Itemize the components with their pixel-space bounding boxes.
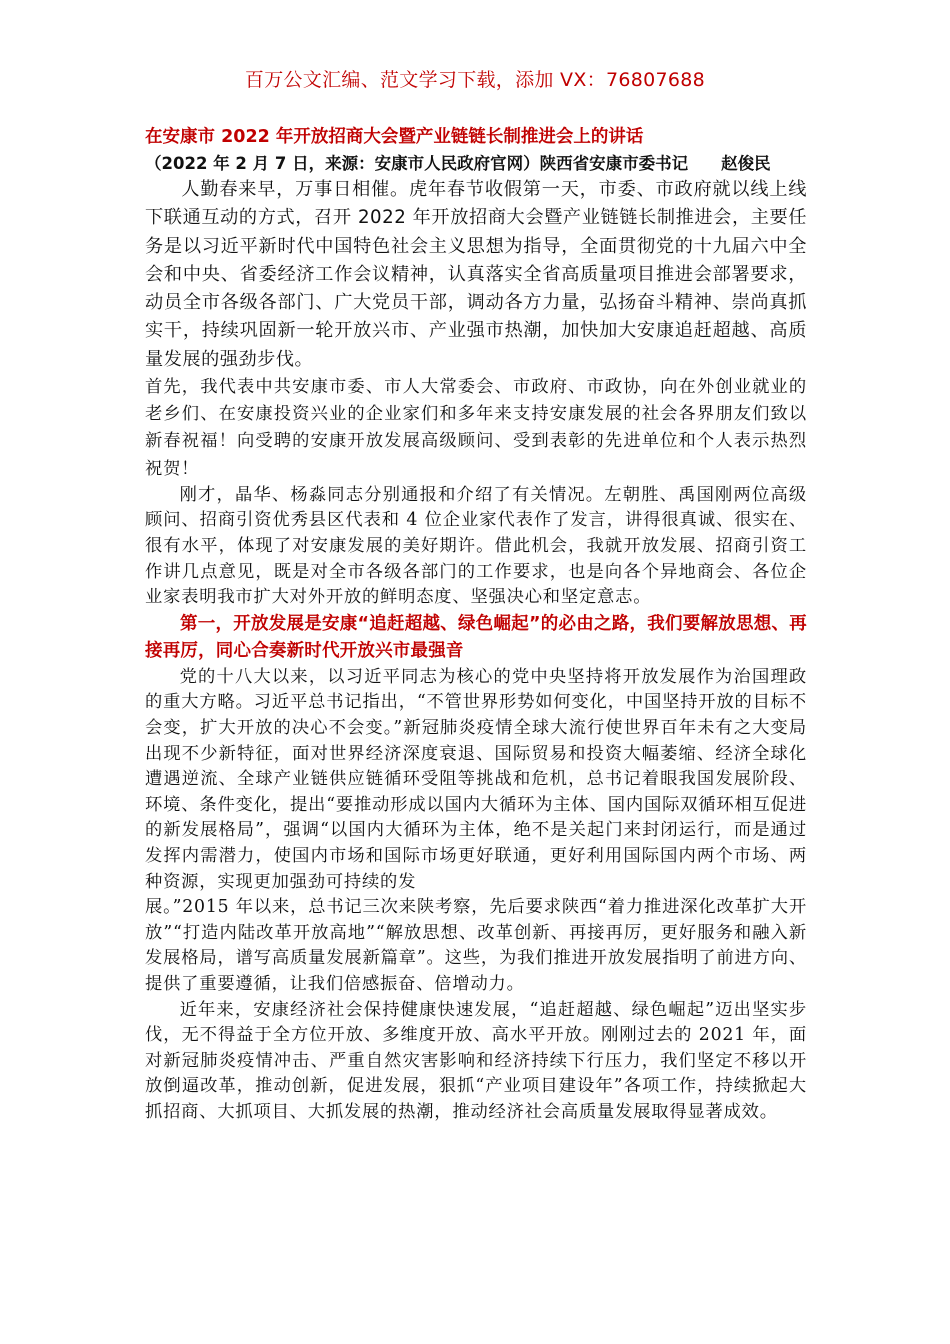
paragraph-greetings: 首先，我代表中共安康市委、市人大常委会、市政府、市政协，向在外创业就业的老乡们、在安康投资兴业的企业家们和多年来支持安康发展的社会各界朋友们致以新春祝福！向受聘的安康开放发展高级顾问、受到表彰的先进单位和个人表示热烈祝贺！ [145, 377, 807, 479]
document-body [145, 124, 807, 1126]
paragraph-recent-years: 近年来，安康经济社会保持健康快速发展，“追赶超越、绿色崛起”迈出坚实步伐，无不得益于全方位开放、多维度开放、高水平开放。刚刚过去的 2021 年，面对新冠肺炎疫情冲击、严重自然灾害影响和经济持续下行压力，我们坚定不移以开放倒逼改革，推动创新，促进发展，狠抓“产业项目建设年”各项工作，持续掀起大抓招商、大抓项目、大抓发展的热潮，推动经济社会高质量发展取得显著成效。 [145, 999, 807, 1122]
paragraph-opening: 人勤春来早，万事日相催。虎年春节收假第一天，市委、市政府就以线上线下联通互动的方式，召开 2022 年开放招商大会暨产业链链长制推进会，主要任务是以习近平新时代中国特色社会主义思想为指导，全面贯彻党的十九届六中全会和中央、省委经济工作会议精神，认真落实全省高质量项目推进会部署要求，动员全市各级各部门、广大党员干部，调动各方力量，弘扬奋斗精神、崇尚真抓实干，持续巩固新一轮开放兴市、产业强市热潮，加快加大安康追赶超越、高质量发展的强劲步伐。 [145, 179, 807, 370]
paragraph-open-development-cont: 展。”2015 年以来，总书记三次来陕考察，先后要求陕西“着力推进深化改革扩大开放”“打造内陆改革开放高地”“解放思想、改革创新、再接再厉，更好服务和融入新发展格局，谱写高质量发展新篇章”。这些，为我们推进开放发展指明了前进方向、提供了重要遵循，让我们倍感振奋、倍增动力。 [145, 897, 807, 994]
paragraph-open-development: 党的十八大以来，以习近平同志为核心的党中央坚持将开放发展作为治国理政的重大方略。习近平总书记指出，“不管世界形势如何变化，中国坚持开放的目标不会变，扩大开放的决心不会变。”新冠肺炎疫情全球大流行使世界百年未有之大变局出现不少新特征，面对世界经济深度衰退、国际贸易和投资大幅萎缩、经济全球化遭遇逆流、全球产业链供应链循环受阻等挑战和危机，总书记着眼我国发展阶段、环境、条件变化，提出“要推动形成以国内大循环为主体、国内国际双循环相互促进的新发展格局”，强调“以国内大循环为主体，绝不是关起门来封闭运行，而是通过发挥内需潜力，使国内市场和国际市场更好联通，更好利用国际国内两个市场、两种资源，实现更加强劲可持续的发 [145, 666, 807, 892]
section-heading-first: 第一，开放发展是安康“追赶超越、绿色崛起”的必由之路，我们要解放思想、再接再厉，同心合奏新时代开放兴市最强音 [145, 613, 807, 661]
header-banner: 百万公文汇编、范文学习下载，添加 VX：76807688 [244, 69, 706, 91]
document-title: 在安康市 2022 年开放招商大会暨产业链链长制推进会上的讲话 [145, 127, 644, 147]
paragraph-remarks: 刚才，晶华、杨淼同志分别通报和介绍了有关情况。左朝胜、禹国刚两位高级顾问、招商引资优秀县区代表和 4 位企业家代表作了发言，讲得很真诚、很实在、很有水平，体现了对安康发展的美好期许。借此机会，我就开放发展、招商引资工作讲几点意见，既是对全市各级各部门的工作要求，也是向各个异地商会、各位企业家表明我市扩大对外开放的鲜明态度、坚强决心和坚定意志。 [145, 484, 807, 608]
document-meta: （2022 年 2 月 7 日，来源：安康市人民政府官网）陕西省安康市委书记 赵俊民 [145, 154, 771, 173]
